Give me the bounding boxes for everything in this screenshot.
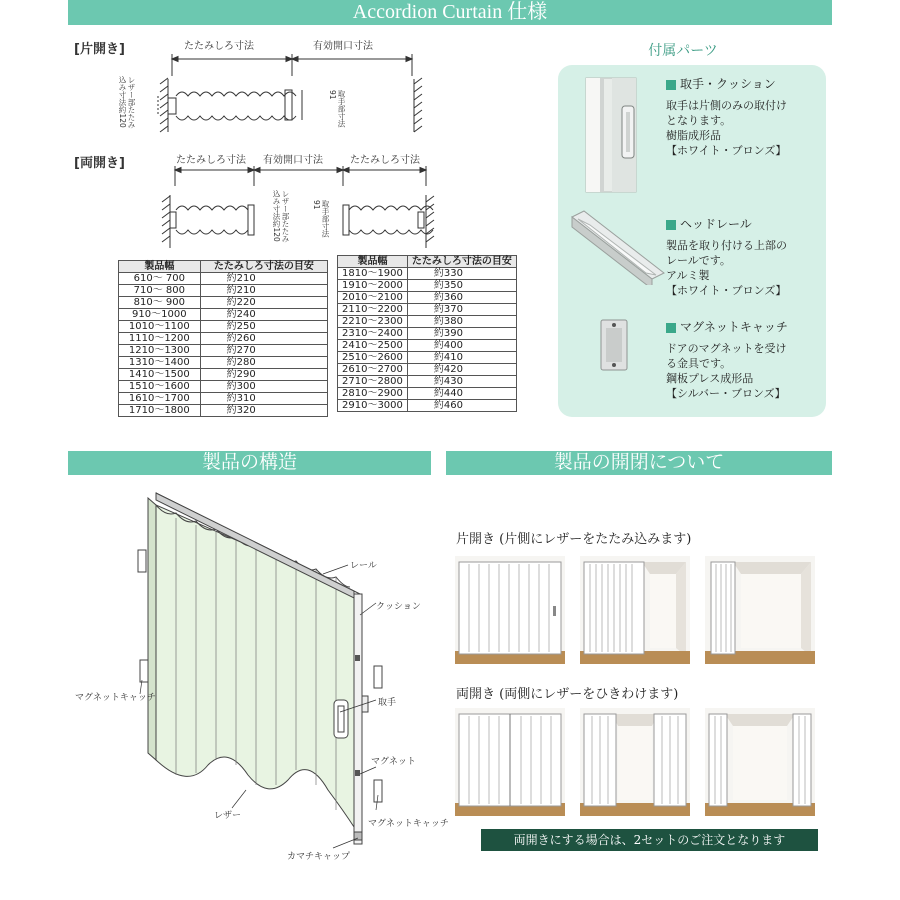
width-cell: 1210〜1300: [119, 345, 201, 357]
width-cell: 2210〜2300: [338, 316, 408, 328]
table-row: [119, 393, 328, 405]
part-handle-line: 【ホワイト・ブロンズ】: [666, 144, 787, 157]
width-cell: 1510〜1600: [119, 381, 201, 393]
square-bullet-icon: [666, 323, 676, 333]
one-side-leather-depth: レザー部たたみ込み寸法約120: [118, 76, 136, 129]
part-catch-line: 【シルバー・ブロンズ】: [666, 387, 786, 400]
fold-cell: 約300: [200, 381, 327, 393]
part-handle-line: 取手は片側のみの取付け: [666, 99, 787, 112]
structure-banner: 製品の構造: [68, 451, 431, 475]
label-catch-left: マグネットキャッチ: [75, 693, 156, 703]
width-cell: 1010〜1100: [119, 321, 201, 333]
one-side-half: [580, 556, 690, 664]
size-table-right: [337, 255, 517, 412]
fold-cell: 約270: [200, 345, 327, 357]
table-row: [338, 328, 517, 340]
width-cell: 810〜 900: [119, 297, 201, 309]
width-cell: 610〜 700: [119, 273, 201, 285]
one-side-folded-label: たたみしろ寸法: [184, 41, 254, 52]
fold-cell: 約210: [200, 285, 327, 297]
part-rail-line: レールです。: [666, 254, 731, 267]
table-header-fold: たたみしろ寸法の目安: [200, 261, 327, 273]
both-side-label: [両開き]: [74, 156, 125, 171]
table-row: [338, 376, 517, 388]
table-row: [338, 400, 517, 412]
part-catch-name: マグネットキャッチ: [680, 320, 788, 334]
label-leather: レザー: [214, 811, 242, 821]
table-row: [338, 292, 517, 304]
width-cell: 2910〜3000: [338, 400, 408, 412]
table-row: [338, 388, 517, 400]
both-side-half: [580, 708, 690, 816]
part-rail-line: 製品を取り付ける上部の: [666, 239, 787, 252]
width-cell: 1710〜1800: [119, 405, 201, 417]
width-cell: 2410〜2500: [338, 340, 408, 352]
fold-cell: 約410: [407, 352, 516, 364]
part-handle-name: 取手・クッション: [680, 77, 776, 91]
part-rail-line: 【ホワイト・ブロンズ】: [666, 284, 787, 297]
label-cap: カマチキャップ: [287, 852, 351, 862]
one-side-open: [705, 556, 815, 664]
table-row: [119, 273, 328, 285]
fold-cell: 約350: [407, 280, 516, 292]
width-cell: 1610〜1700: [119, 393, 201, 405]
width-cell: 1110〜1200: [119, 333, 201, 345]
part-rail-name: ヘッドレール: [680, 217, 752, 231]
part-catch-line: る金具です。: [666, 357, 732, 370]
both-side-open: [705, 708, 815, 816]
fold-cell: 約320: [200, 405, 327, 417]
table-row: [338, 280, 517, 292]
width-cell: 2710〜2800: [338, 376, 408, 388]
table-row: [119, 309, 328, 321]
part-catch-line: 鋼板プレス成形品: [666, 372, 754, 385]
parts-title: 付属パーツ: [648, 43, 718, 59]
part-rail: [666, 217, 787, 298]
fold-cell: 約430: [407, 376, 516, 388]
handle-image: [580, 76, 658, 194]
width-cell: 1410〜1500: [119, 369, 201, 381]
one-side-closed: [455, 556, 565, 664]
width-cell: 2610〜2700: [338, 364, 408, 376]
fold-cell: 約290: [200, 369, 327, 381]
width-cell: 710〜 800: [119, 285, 201, 297]
fold-cell: 約260: [200, 333, 327, 345]
table-row: [338, 364, 517, 376]
table-row: [119, 297, 328, 309]
table-header-width: 製品幅: [338, 256, 408, 268]
square-bullet-icon: [666, 220, 676, 230]
rail-image: [568, 205, 668, 285]
fold-cell: 約400: [407, 340, 516, 352]
width-cell: 2810〜2900: [338, 388, 408, 400]
fold-cell: 約360: [407, 292, 516, 304]
fold-cell: 約370: [407, 304, 516, 316]
fold-cell: 約420: [407, 364, 516, 376]
title-banner: Accordion Curtain 仕様: [68, 0, 832, 25]
fold-cell: 約390: [407, 328, 516, 340]
one-side-caption: 片開き (片側にレザーをたたみ込みます): [456, 532, 692, 547]
part-handle-line: 樹脂成形品: [666, 129, 721, 142]
table-row: [338, 340, 517, 352]
table-row: [119, 381, 328, 393]
both-side-caption: 両開き (両側にレザーをひきわけます): [456, 687, 679, 702]
table-row: [119, 357, 328, 369]
one-side-label: [片開き]: [74, 42, 125, 57]
part-handle-line: となります。: [666, 114, 732, 127]
width-cell: 2010〜2100: [338, 292, 408, 304]
both-side-folded-right: たたみしろ寸法: [350, 155, 420, 166]
width-cell: 2310〜2400: [338, 328, 408, 340]
table-row: [338, 268, 517, 280]
table-row: [119, 369, 328, 381]
label-rail: レール: [350, 561, 377, 571]
square-bullet-icon: [666, 80, 676, 90]
label-catch-right: マグネットキャッチ: [368, 819, 449, 829]
table-row: [338, 352, 517, 364]
label-handle: 取手: [378, 698, 397, 708]
table-row: [338, 304, 517, 316]
width-cell: 1810〜1900: [338, 268, 408, 280]
fold-cell: 約240: [200, 309, 327, 321]
label-cushion: クッション: [376, 602, 421, 612]
part-catch-line: ドアのマグネットを受け: [666, 342, 787, 355]
fold-cell: 約460: [407, 400, 516, 412]
both-side-folded-left: たたみしろ寸法: [176, 155, 246, 166]
both-side-closed: [455, 708, 565, 816]
both-side-handle-dim: 取手部寸法91: [312, 200, 330, 238]
table-row: [119, 285, 328, 297]
both-side-diagram: [150, 160, 440, 255]
both-side-leather-depth: レザー部たたみ込み寸法約120: [272, 190, 290, 243]
fold-cell: 約280: [200, 357, 327, 369]
width-cell: 2110〜2200: [338, 304, 408, 316]
one-side-handle-dim: 取手部寸法91: [328, 90, 346, 128]
width-cell: 1310〜1400: [119, 357, 201, 369]
both-side-opening: 有効開口寸法: [263, 155, 323, 166]
fold-cell: 約380: [407, 316, 516, 328]
table-row: [338, 316, 517, 328]
part-handle: [666, 77, 787, 158]
catch-image: [598, 318, 630, 372]
table-header-width: 製品幅: [119, 261, 201, 273]
table-row: [119, 345, 328, 357]
table-row: [119, 333, 328, 345]
fold-cell: 約310: [200, 393, 327, 405]
opening-banner: 製品の開閉について: [446, 451, 832, 475]
fold-cell: 約210: [200, 273, 327, 285]
table-row: [119, 321, 328, 333]
width-cell: 1910〜2000: [338, 280, 408, 292]
table-header-fold: たたみしろ寸法の目安: [407, 256, 516, 268]
one-side-diagram: [150, 44, 430, 144]
one-side-opening-label: 有効開口寸法: [313, 41, 373, 52]
part-rail-line: アルミ製: [666, 269, 710, 282]
width-cell: 910〜1000: [119, 309, 201, 321]
part-catch: [666, 320, 788, 401]
fold-cell: 約250: [200, 321, 327, 333]
two-set-note: 両開きにする場合は、2セットのご注文となります: [481, 829, 818, 851]
structure-illustration: [128, 490, 388, 850]
fold-cell: 約220: [200, 297, 327, 309]
size-table-left: [118, 260, 328, 417]
fold-cell: 約440: [407, 388, 516, 400]
width-cell: 2510〜2600: [338, 352, 408, 364]
fold-cell: 約330: [407, 268, 516, 280]
label-magnet: マグネット: [371, 757, 416, 767]
table-row: [119, 405, 328, 417]
